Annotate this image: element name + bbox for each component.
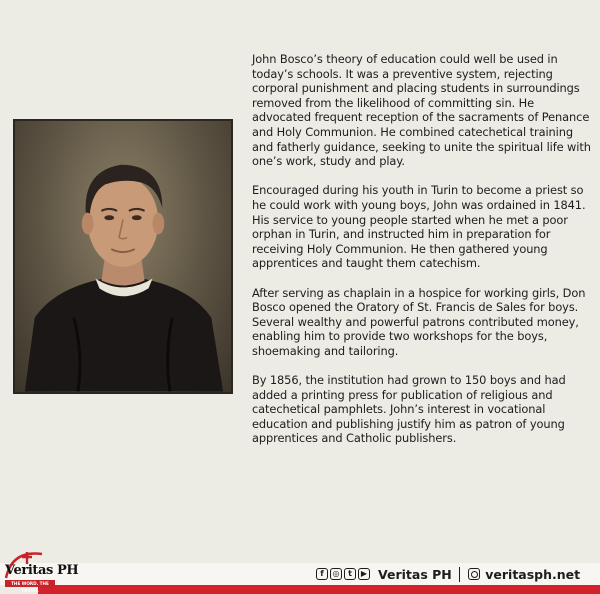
website-link[interactable]: veritasph.net — [485, 566, 581, 582]
article-paragraph-3: After serving as chaplain in a hospice for working girls, Don Bosco opened the Oratory of St. Francis de Sales for boys. Several wealthy and powerful patrons contributed money, enabling him to provide two workshops for the boys, shoemaking and tailoring. — [252, 285, 586, 358]
globe-icon — [468, 568, 480, 580]
article-paragraph-4: By 1856, the institution had grown to 150 boys and had added a printing press for publication of religious and catechetical pamphlets. John’s interest in vocational education and publishing justify him as patron of young apprentices and Catholic publishers. — [252, 373, 566, 446]
footer-divider — [459, 567, 461, 582]
footer-accent-stripe — [38, 585, 600, 594]
instagram-icon[interactable]: ◎ — [330, 568, 342, 580]
article-text — [252, 52, 592, 461]
article-paragraph-1: John Bosco’s theory of education could well be used in today’s schools. It was a preventive system, rejecting corporal punishment and placing students in surroundings removed from the likelihood of committing sin. He advocated frequent reception of the sacraments of Penance and Holy Communion. He combined catechetical training and fatherly guidance, seeking to unite the spiritual life with one’s work, study and play. — [252, 52, 591, 169]
logo-tagline: THE WORD. THE TRUTH. — [5, 580, 55, 587]
logo-text: Veritas PH — [5, 563, 79, 578]
twitter-icon[interactable]: t — [344, 568, 356, 580]
article-paragraph-2: Encouraged during his youth in Turin to become a priest so he could work with young boys, John was ordained in 1841. His service to young people started when he met a poor orphan in Turin, and instructed him in preparation for receiving Holy Communion. He then gathered young apprentices and taught them catechism. — [252, 183, 586, 271]
facebook-icon[interactable]: f — [316, 568, 328, 580]
social-links — [316, 566, 580, 582]
youtube-icon[interactable]: ▶ — [358, 568, 370, 580]
social-handle[interactable]: Veritas PH — [378, 566, 452, 582]
portrait-image — [13, 119, 233, 394]
